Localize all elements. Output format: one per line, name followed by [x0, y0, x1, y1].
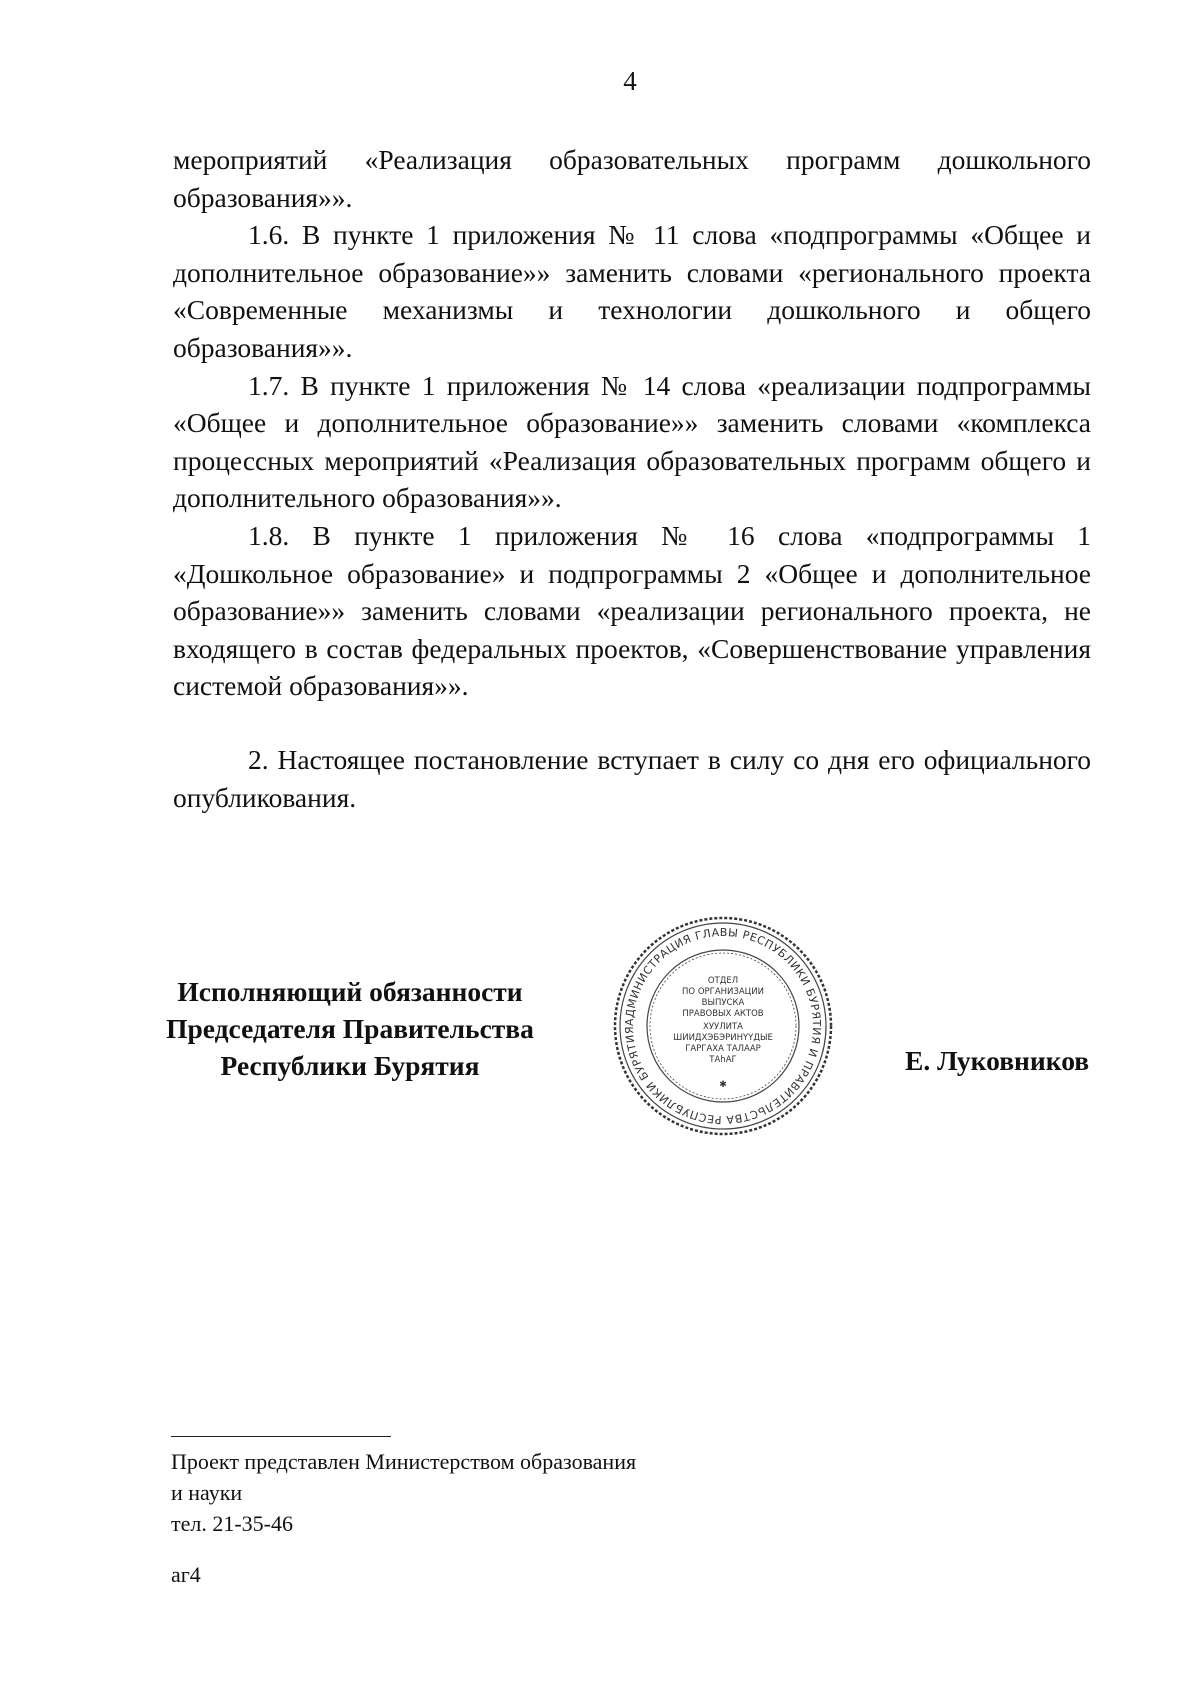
signatory-position-line-1: Исполняющий обязанности [177, 976, 523, 1007]
seal-inner-line-6: ШИИДХЭБЭРИНҮҮДЫЕ [673, 1033, 773, 1043]
footnote-divider [171, 1436, 391, 1437]
footnote-line-1: Проект представлен Министерством образования [171, 1449, 637, 1474]
official-seal [612, 915, 834, 1137]
signatory-name: Е. Луковников [905, 1045, 1090, 1076]
seal-inner-line-8: ТАhАГ [709, 1055, 737, 1065]
footnote-phone: тел. 21-35-46 [171, 1511, 294, 1536]
page-number: 4 [623, 66, 637, 96]
footnote-line-2: и науки [171, 1480, 243, 1505]
seal-inner-line-3: ВЫПУСКА [701, 998, 745, 1008]
paragraph-item-1-8: 1.8. В пункте 1 приложения № 16 слова «подпрограммы 1 «Дошкольное образование» и подпрограммы 2 «Общее и дополнительное образование»» заменить словами «реализации регионального проекта, не входящего в состав федеральных проектов, «Совершенствование управления системой образования»». [173, 519, 1091, 702]
signatory-position-line-3: Республики Бурятия [220, 1050, 480, 1081]
signatory-position-line-2: Председателя Правительства [166, 1013, 534, 1044]
seal-inner-line-5: ХУУЛИТА [703, 1022, 743, 1032]
seal-star-icon: ✱ [719, 1079, 727, 1089]
paragraph-item-1-7: 1.7. В пункте 1 приложения № 14 слова «реализации подпрограммы «Общее и дополнительное образование»» заменить словами «комплекса процессных мероприятий «Реализация образовательных программ общего и дополнительного образования»». [173, 369, 1091, 514]
seal-inner-line-2: ПО ОРГАНИЗАЦИИ [682, 987, 764, 997]
seal-inner-line-1: ОТДЕЛ [707, 976, 739, 986]
seal-inner-line-7: ГАРГАХА ТАЛААР [685, 1044, 761, 1054]
document-body [173, 141, 1091, 816]
paragraph-item-2: 2. Настоящее постановление вступает в силу со дня его официального опубликования. [173, 743, 1091, 813]
seal-outer-text: АДМИНИСТРАЦИЯ ГЛАВЫ РЕСПУБЛИКИ БУРЯТИЯ И ПРАВИТЕЛЬСТВА РЕСПУБЛИКИ БУРЯТИЯ [622, 925, 824, 1127]
paragraph-item-1-6: 1.6. В пункте 1 приложения № 11 слова «подпрограммы «Общее и дополнительное образование»» заменить словами «регионального проекта «Современные механизмы и технологии дошкольного и общего образования»». [173, 219, 1091, 363]
footnote [171, 1446, 636, 1539]
seal-inner-line-4: ПРАВОВЫХ АКТОВ [682, 1009, 764, 1019]
document-code: аг4 [171, 1562, 201, 1587]
paragraph-continuation: мероприятий «Реализация образовательных программ дошкольного образования»». [173, 144, 1091, 213]
signatory-position [150, 973, 550, 1084]
